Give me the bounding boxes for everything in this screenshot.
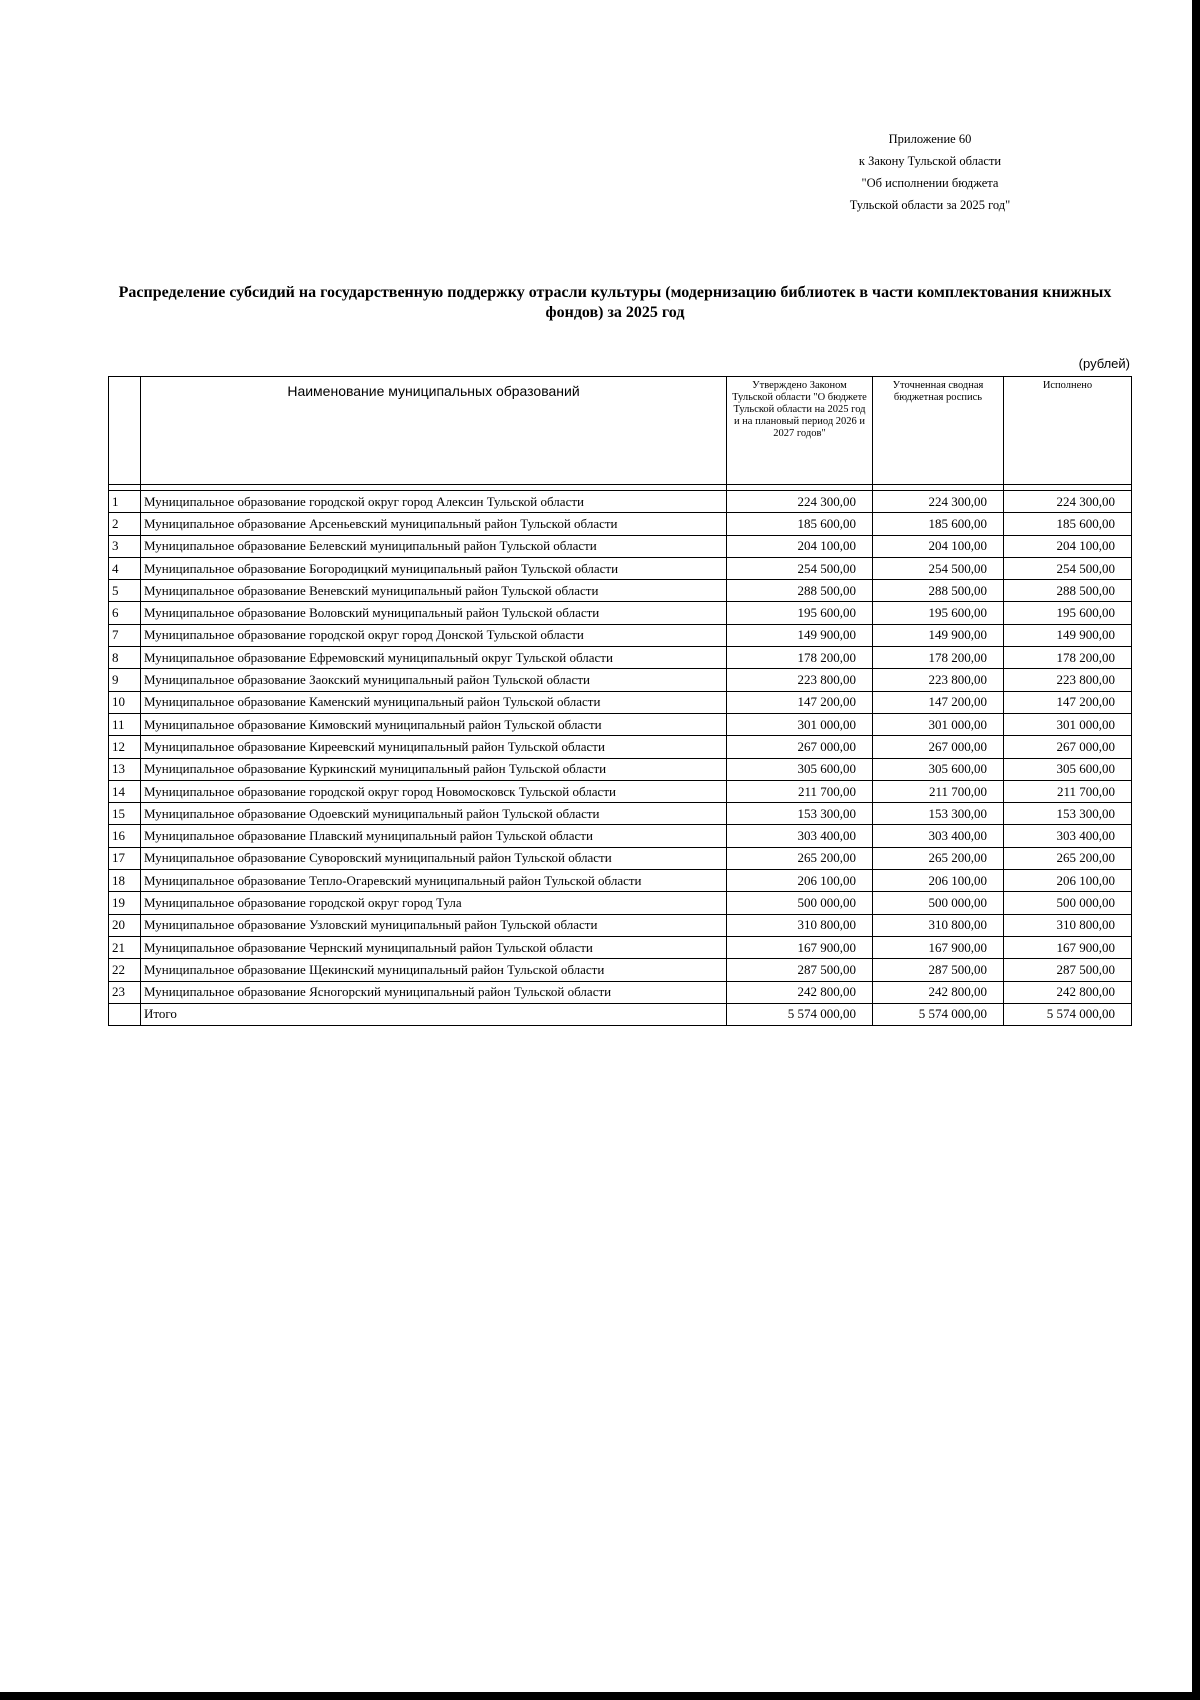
cell-approved: 149 900,00 (727, 624, 873, 646)
cell-name: Муниципальное образование Богородицкий муниципальный район Тульской области (141, 557, 727, 579)
cell-approved: 303 400,00 (727, 825, 873, 847)
cell-executed: 153 300,00 (1004, 803, 1132, 825)
table-row (109, 580, 1132, 602)
cell-approved: 287 500,00 (727, 959, 873, 981)
cell-executed: 224 300,00 (1004, 491, 1132, 513)
cell-name: Муниципальное образование Ефремовский муниципальный округ Тульской области (141, 647, 727, 669)
cell-number: 21 (109, 936, 141, 958)
cell-number (109, 1003, 141, 1025)
cell-revised: 242 800,00 (873, 981, 1004, 1003)
cell-revised: 153 300,00 (873, 803, 1004, 825)
cell-name: Муниципальное образование Чернский муниципальный район Тульской области (141, 936, 727, 958)
table-row (109, 647, 1132, 669)
cell-revised: 204 100,00 (873, 535, 1004, 557)
table-row (109, 959, 1132, 981)
cell-name: Муниципальное образование Суворовский муниципальный район Тульской области (141, 847, 727, 869)
cell-name: Муниципальное образование Ясногорский муниципальный район Тульской области (141, 981, 727, 1003)
cell-number: 4 (109, 557, 141, 579)
cell-revised: 267 000,00 (873, 736, 1004, 758)
cell-number: 5 (109, 580, 141, 602)
table-row (109, 602, 1132, 624)
cell-approved: 265 200,00 (727, 847, 873, 869)
cell-revised: 185 600,00 (873, 513, 1004, 535)
cell-number: 16 (109, 825, 141, 847)
cell-executed: 500 000,00 (1004, 892, 1132, 914)
appendix-note (800, 128, 1060, 216)
appendix-line: Приложение 60 (888, 132, 972, 146)
table-row (109, 669, 1132, 691)
table-row (109, 691, 1132, 713)
cell-revised: 223 800,00 (873, 669, 1004, 691)
table-row (109, 624, 1132, 646)
cell-revised: 254 500,00 (873, 557, 1004, 579)
document-title: Распределение субсидий на государственную поддержку отрасли культуры (модернизацию библиотек в части комплектования книжных фондов) за 2025 год (118, 284, 1112, 321)
cell-name: Муниципальное образование Кимовский муниципальный район Тульской области (141, 713, 727, 735)
cell-number: 13 (109, 758, 141, 780)
table-total-row (109, 1003, 1132, 1025)
cell-name: Муниципальное образование Щекинский муниципальный район Тульской области (141, 959, 727, 981)
cell-number: 9 (109, 669, 141, 691)
cell-revised: 287 500,00 (873, 959, 1004, 981)
cell-number: 20 (109, 914, 141, 936)
cell-number: 14 (109, 780, 141, 802)
cell-approved: 500 000,00 (727, 892, 873, 914)
table-row (109, 557, 1132, 579)
table-body (109, 491, 1132, 1026)
appendix-line: к Закону Тульской области (858, 154, 1002, 168)
cell-name: Муниципальное образование Каменский муниципальный район Тульской области (141, 691, 727, 713)
cell-revised: 288 500,00 (873, 580, 1004, 602)
cell-number: 12 (109, 736, 141, 758)
cell-executed: 303 400,00 (1004, 825, 1132, 847)
cell-revised: 206 100,00 (873, 870, 1004, 892)
cell-executed: 288 500,00 (1004, 580, 1132, 602)
cell-executed: 242 800,00 (1004, 981, 1132, 1003)
table-row (109, 758, 1132, 780)
table-row (109, 936, 1132, 958)
cell-name: Муниципальное образование Плавский муниципальный район Тульской области (141, 825, 727, 847)
cell-name: Муниципальное образование городской округ город Донской Тульской области (141, 624, 727, 646)
cell-approved: 267 000,00 (727, 736, 873, 758)
cell-revised: 500 000,00 (873, 892, 1004, 914)
cell-executed: 147 200,00 (1004, 691, 1132, 713)
cell-revised: 167 900,00 (873, 936, 1004, 958)
cell-revised: 224 300,00 (873, 491, 1004, 513)
header-revised: Уточненная сводная бюджетная роспись (873, 377, 1004, 485)
cell-name: Муниципальное образование Куркинский муниципальный район Тульской области (141, 758, 727, 780)
cell-approved: 310 800,00 (727, 914, 873, 936)
appendix-line: Тульской области за 2025 год" (849, 198, 1011, 212)
header-executed: Исполнено (1004, 377, 1132, 485)
cell-executed: 310 800,00 (1004, 914, 1132, 936)
cell-name: Муниципальное образование городской округ город Новомосковск Тульской области (141, 780, 727, 802)
cell-executed: 195 600,00 (1004, 602, 1132, 624)
header-approved: Утверждено Законом Тульской области "О бюджете Тульской области на 2025 год и на плановый период 2026 и 2027 годов" (727, 377, 873, 485)
cell-approved: 301 000,00 (727, 713, 873, 735)
table-row (109, 491, 1132, 513)
cell-revised: 195 600,00 (873, 602, 1004, 624)
table-row (109, 981, 1132, 1003)
cell-number: 11 (109, 713, 141, 735)
page-edge-bottom (0, 1692, 1200, 1700)
cell-number: 3 (109, 535, 141, 557)
cell-approved: 224 300,00 (727, 491, 873, 513)
table-row (109, 892, 1132, 914)
cell-number: 18 (109, 870, 141, 892)
cell-number: 1 (109, 491, 141, 513)
cell-revised: 5 574 000,00 (873, 1003, 1004, 1025)
cell-revised: 265 200,00 (873, 847, 1004, 869)
cell-number: 10 (109, 691, 141, 713)
cell-approved: 211 700,00 (727, 780, 873, 802)
cell-executed: 204 100,00 (1004, 535, 1132, 557)
cell-revised: 303 400,00 (873, 825, 1004, 847)
cell-name: Муниципальное образование городской округ город Алексин Тульской области (141, 491, 727, 513)
table-row (109, 780, 1132, 802)
cell-approved: 223 800,00 (727, 669, 873, 691)
cell-number: 2 (109, 513, 141, 535)
table-row (109, 847, 1132, 869)
cell-number: 19 (109, 892, 141, 914)
cell-approved: 195 600,00 (727, 602, 873, 624)
cell-executed: 267 000,00 (1004, 736, 1132, 758)
unit-label: (рублей) (1078, 356, 1130, 371)
cell-approved: 5 574 000,00 (727, 1003, 873, 1025)
table-row (109, 914, 1132, 936)
cell-approved: 147 200,00 (727, 691, 873, 713)
cell-number: 23 (109, 981, 141, 1003)
cell-approved: 242 800,00 (727, 981, 873, 1003)
cell-name: Муниципальное образование Арсеньевский муниципальный район Тульской области (141, 513, 727, 535)
cell-approved: 254 500,00 (727, 557, 873, 579)
cell-executed: 265 200,00 (1004, 847, 1132, 869)
cell-approved: 288 500,00 (727, 580, 873, 602)
cell-name: Муниципальное образование Тепло-Огаревский муниципальный район Тульской области (141, 870, 727, 892)
cell-executed: 178 200,00 (1004, 647, 1132, 669)
cell-number: 15 (109, 803, 141, 825)
header-name: Наименование муниципальных образований (141, 377, 727, 485)
cell-executed: 211 700,00 (1004, 780, 1132, 802)
cell-name: Муниципальное образование Веневский муниципальный район Тульской области (141, 580, 727, 602)
cell-executed: 206 100,00 (1004, 870, 1132, 892)
cell-executed: 254 500,00 (1004, 557, 1132, 579)
cell-revised: 149 900,00 (873, 624, 1004, 646)
cell-name: Муниципальное образование Воловский муниципальный район Тульской области (141, 602, 727, 624)
cell-revised: 147 200,00 (873, 691, 1004, 713)
cell-revised: 305 600,00 (873, 758, 1004, 780)
table-header-row (109, 377, 1132, 485)
table-row (109, 713, 1132, 735)
cell-revised: 211 700,00 (873, 780, 1004, 802)
cell-name: Муниципальное образование городской округ город Тула (141, 892, 727, 914)
cell-executed: 5 574 000,00 (1004, 1003, 1132, 1025)
table-row (109, 513, 1132, 535)
cell-name: Муниципальное образование Заокский муниципальный район Тульской области (141, 669, 727, 691)
table-row (109, 870, 1132, 892)
cell-approved: 204 100,00 (727, 535, 873, 557)
cell-number: 6 (109, 602, 141, 624)
cell-name: Муниципальное образование Узловский муниципальный район Тульской области (141, 914, 727, 936)
table-row (109, 535, 1132, 557)
cell-executed: 185 600,00 (1004, 513, 1132, 535)
header-number (109, 377, 141, 485)
cell-executed: 301 000,00 (1004, 713, 1132, 735)
cell-executed: 305 600,00 (1004, 758, 1132, 780)
cell-revised: 178 200,00 (873, 647, 1004, 669)
cell-revised: 301 000,00 (873, 713, 1004, 735)
table-row (109, 803, 1132, 825)
cell-name: Итого (141, 1003, 727, 1025)
cell-executed: 223 800,00 (1004, 669, 1132, 691)
appendix-line: "Об исполнении бюджета (861, 176, 999, 190)
cell-name: Муниципальное образование Киреевский муниципальный район Тульской области (141, 736, 727, 758)
cell-number: 8 (109, 647, 141, 669)
cell-revised: 310 800,00 (873, 914, 1004, 936)
cell-approved: 167 900,00 (727, 936, 873, 958)
cell-name: Муниципальное образование Одоевский муниципальный район Тульской области (141, 803, 727, 825)
cell-executed: 149 900,00 (1004, 624, 1132, 646)
cell-number: 22 (109, 959, 141, 981)
cell-approved: 206 100,00 (727, 870, 873, 892)
cell-approved: 305 600,00 (727, 758, 873, 780)
cell-approved: 153 300,00 (727, 803, 873, 825)
table-row (109, 825, 1132, 847)
page-edge-right (1192, 0, 1200, 1700)
cell-name: Муниципальное образование Белевский муниципальный район Тульской области (141, 535, 727, 557)
table-row (109, 736, 1132, 758)
cell-executed: 167 900,00 (1004, 936, 1132, 958)
cell-approved: 185 600,00 (727, 513, 873, 535)
cell-approved: 178 200,00 (727, 647, 873, 669)
subsidy-table (108, 376, 1132, 1026)
cell-number: 17 (109, 847, 141, 869)
cell-executed: 287 500,00 (1004, 959, 1132, 981)
cell-number: 7 (109, 624, 141, 646)
